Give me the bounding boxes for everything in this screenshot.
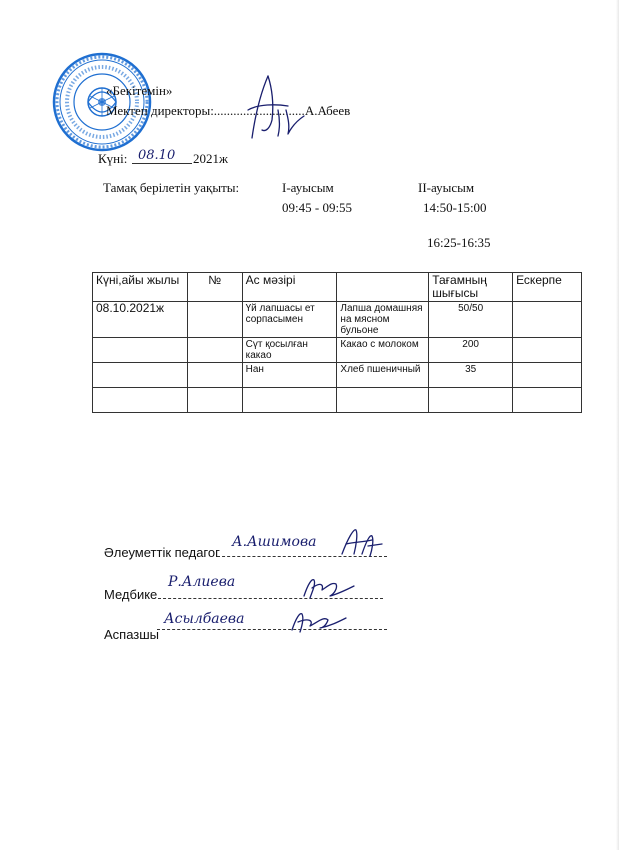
nurse-signature-icon [298, 572, 358, 602]
cell-number [187, 388, 242, 413]
cell-number [187, 363, 242, 388]
header-note: Ескерпе [513, 273, 582, 302]
cell-yield [429, 388, 513, 413]
header-menu: Ас мәзірі [242, 273, 337, 302]
cell-yield: 200 [429, 338, 513, 363]
cell-dish-kz: Нан [242, 363, 337, 388]
header-yield: Тағамның шығысы [429, 273, 513, 302]
cook-handwritten: Асылбаева [164, 611, 245, 627]
cell-dish-ru: Хлеб пшеничный [337, 363, 429, 388]
cell-number [187, 338, 242, 363]
table-row [93, 338, 582, 363]
table-row [93, 363, 582, 388]
cell-dish-kz: Үй лапшасы ет сорпасымен [242, 302, 337, 338]
cell-yield: 35 [429, 363, 513, 388]
shift2-title: II-ауысым [418, 180, 475, 195]
cell-note [513, 302, 582, 338]
social-pedagogue-handwritten: А.Ашимова [232, 534, 317, 550]
cell-dish-ru: Какао с молоком [337, 338, 429, 363]
date-year: 2021ж [193, 151, 228, 166]
shift2-time1: 14:50-15:00 [423, 200, 487, 215]
table-header-row [93, 273, 582, 302]
table-row [93, 388, 582, 413]
date-label: Күні: [98, 151, 128, 166]
approve-title: «Бекітемін» [106, 83, 173, 98]
schedule-label: Тамақ берілетін уақыты: [103, 180, 240, 195]
shift1-time: 09:45 - 09:55 [282, 200, 353, 215]
cell-dish-ru: Лапша домашняя на мясном бульоне [337, 302, 429, 338]
social-pedagogue-signature-icon [338, 524, 386, 560]
cell-date [93, 363, 188, 388]
date-underline [132, 163, 192, 164]
school-seal-icon [52, 52, 152, 152]
cell-dish-kz [242, 388, 337, 413]
shift2-time2: 16:25-16:35 [427, 235, 491, 250]
cook-label: Аспазшы [104, 627, 160, 642]
shift1-title: I-ауысым [282, 180, 334, 195]
menu-table [92, 272, 582, 413]
director-label: Мектеп директоры:............................ [106, 103, 305, 118]
social-pedagogue-label: Әлеуметтік педагог [104, 545, 220, 560]
cell-dish-ru [337, 388, 429, 413]
cell-note [513, 363, 582, 388]
cell-yield: 50/50 [429, 302, 513, 338]
cell-note [513, 388, 582, 413]
cell-date [93, 338, 188, 363]
header-date: Күні,айы жылы [93, 273, 188, 302]
header-number: № [187, 273, 242, 302]
cell-note [513, 338, 582, 363]
nurse-handwritten: Р.Алиева [168, 574, 236, 590]
cook-line [157, 629, 387, 630]
cell-number [187, 302, 242, 338]
nurse-label: Медбике [104, 587, 158, 602]
date-handwritten: 08.10 [138, 148, 176, 163]
cook-signature-icon [288, 606, 348, 636]
cell-dish-kz: Сүт қосылған какао [242, 338, 337, 363]
cell-date: 08.10.2021ж [93, 302, 188, 338]
header-menu-ru [337, 273, 429, 302]
cell-date [93, 388, 188, 413]
director-signature-icon [228, 70, 308, 145]
director-name: А.Абеев [304, 103, 351, 118]
table-row [93, 302, 582, 338]
